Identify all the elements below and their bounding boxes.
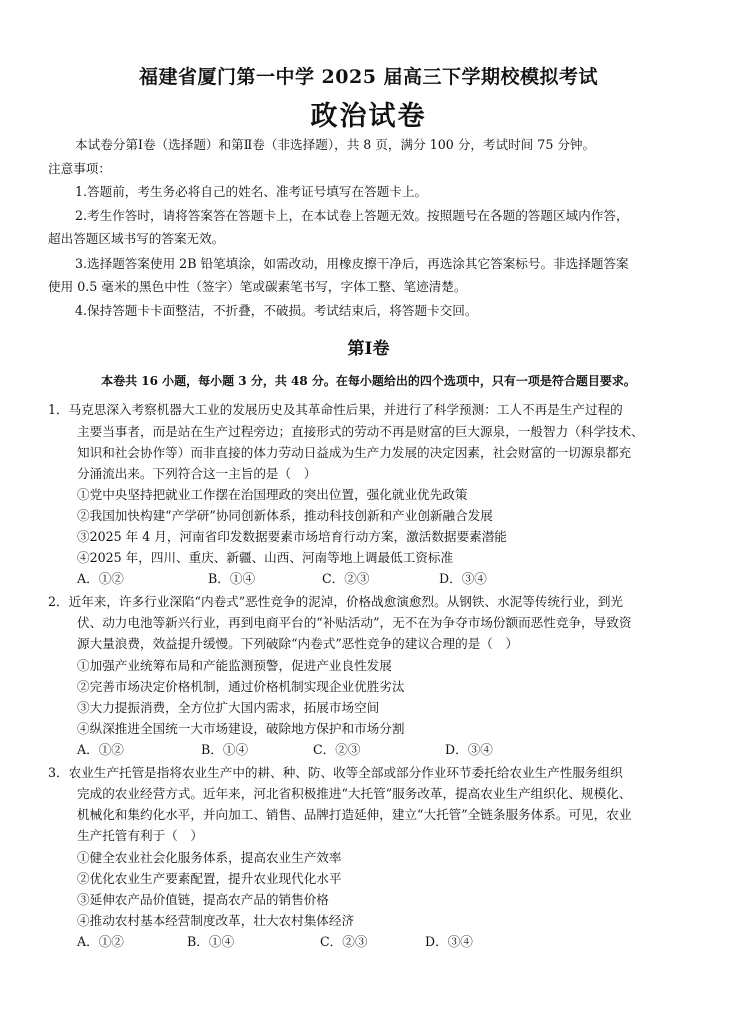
question-1-statement: ③2025 年 4 月，河南省印发数据要素市场培育行动方案，激活数据要素潜能 [77, 529, 507, 544]
question-2-stem-line: 2．近年来，许多行业深陷“内卷式”恶性竞争的泥淖，价格战愈演愈烈。从钢铁、水泥等传统行业，到光 [48, 594, 624, 609]
notice-item: 4.保持答题卡卡面整洁，不折叠，不破损。考试结束后，将答题卡交回。 [75, 303, 478, 318]
answer-choice-d[interactable]: D．③④ [439, 571, 487, 586]
notice-item: 1.答题前，考生务必将自己的姓名、准考证号填写在答题卡上。 [75, 184, 428, 199]
question-3-statement: ④推动农村基本经营制度改革，壮大农村集体经济 [77, 913, 355, 928]
question-3-stem-line: 完成的农业经营方式。近年来，河北省积极推进“大托管”服务改革，提高农业生产组织化、规模化、 [77, 786, 632, 801]
question-3-stem-line: 生产托管有利于（ ） [77, 828, 203, 843]
question-3-statement: ①健全农业社会化服务体系，提高农业生产效率 [77, 850, 342, 865]
question-2-stem-line: 源大量浪费，效益提升缓慢。下列破除“内卷式”恶性竞争的建议合理的是（ ） [77, 636, 519, 651]
question-1-stem-line: 知识和社会协作等）而非直接的体力劳动日益成为生产力发展的决定因素，社会财富的一切源泉都充 [77, 445, 632, 460]
answer-choice-b[interactable]: B．①④ [208, 571, 256, 586]
answer-choice-a[interactable]: A．①② [77, 742, 124, 757]
question-1-statement: ④2025 年，四川、重庆、新疆、山西、河南等地上调最低工资标准 [77, 550, 454, 565]
question-1-stem-line: 分涌流出来。下列符合这一主旨的是（ ） [77, 466, 317, 481]
question-3-statement: ②优化农业生产要素配置，提升农业现代化水平 [77, 871, 342, 886]
answer-choice-b[interactable]: B．①④ [201, 742, 249, 757]
answer-choice-d[interactable]: D．③④ [445, 742, 493, 757]
answer-choice-c[interactable]: C．②③ [313, 742, 361, 757]
question-2-stem-line: 伏、动力电池等新兴行业，再到电商平台的“补贴活动”，无不在为争夺市场份额而恶性竞争，导致资 [77, 615, 632, 630]
answer-choice-a[interactable]: A．①② [77, 934, 124, 949]
question-1-stem-line: 1．马克思深入考察机器大工业的发展历史及其革命性后果，并进行了科学预测：工人不再是生产过程的 [48, 402, 623, 417]
section-title: 第Ⅰ卷 [347, 339, 390, 359]
question-3-stem-line: 机械化和集约化水平，并向加工、销售、品牌打造延伸，建立“大托管”全链条服务体系。可见，农业 [77, 807, 632, 822]
exam-subject-title: 政治试卷 [310, 101, 427, 132]
question-3-stem-line: 3．农业生产托管是指将农业生产中的耕、种、防、收等全部或部分作业环节委托给农业生产性服务组织 [48, 765, 623, 780]
answer-choice-c[interactable]: C．②③ [322, 571, 370, 586]
question-1-statement: ②我国加快构建“产学研”协同创新体系，推动科技创新和产业创新融合发展 [77, 508, 493, 523]
question-3-statement: ③延伸农产品价值链，提高农产品的销售价格 [77, 892, 329, 907]
notice-heading: 注意事项： [48, 161, 111, 176]
notice-item: 3.选择题答案使用 2B 铅笔填涂，如需改动，用橡皮擦干净后，再选涂其它答案标号。非选择题答案 [75, 256, 629, 271]
question-1-stem-line: 主要当事者，而是站在生产过程旁边；直接形式的劳动不再是财富的巨大源泉，一般智力（科学技术、 [77, 424, 644, 439]
question-2-statement: ②完善市场决定价格机制，通过价格机制实现企业优胜劣汰 [77, 679, 405, 694]
question-2-statement: ①加强产业统筹布局和产能监测预警，促进产业良性发展 [77, 658, 392, 673]
notice-item-continued: 使用 0.5 毫米的黑色中性（签字）笔或碳素笔书写，字体工整、笔迹清楚。 [48, 279, 467, 294]
answer-choice-c[interactable]: C．②③ [320, 934, 368, 949]
answer-choice-b[interactable]: B．①④ [187, 934, 235, 949]
exam-intro-line: 本试卷分第Ⅰ卷（选择题）和第Ⅱ卷（非选择题），共 8 页，满分 100 分，考试时间 75 分钟。 [75, 137, 596, 152]
notice-item: 2.考生作答时，请将答案答在答题卡上，在本试卷上答题无效。按照题号在各题的答题区域内作答， [75, 208, 629, 223]
answer-choice-d[interactable]: D．③④ [425, 934, 473, 949]
notice-item-continued: 超出答题区域书写的答案无效。 [48, 231, 225, 246]
question-2-statement: ④纵深推进全国统一大市场建设，破除地方保护和市场分割 [77, 721, 405, 736]
exam-title: 福建省厦门第一中学 2025 届高三下学期校模拟考试 [138, 66, 599, 88]
section-instructions: 本卷共 16 小题，每小题 3 分，共 48 分。在每小题给出的四个选项中，只有一项是符合题目要求。 [101, 374, 636, 388]
question-2-statement: ③大力提振消费，全方位扩大国内需求，拓展市场空间 [77, 700, 380, 715]
question-1-statement: ①党中央坚持把就业工作摆在治国理政的突出位置，强化就业优先政策 [77, 487, 468, 502]
answer-choice-a[interactable]: A．①② [77, 571, 124, 586]
